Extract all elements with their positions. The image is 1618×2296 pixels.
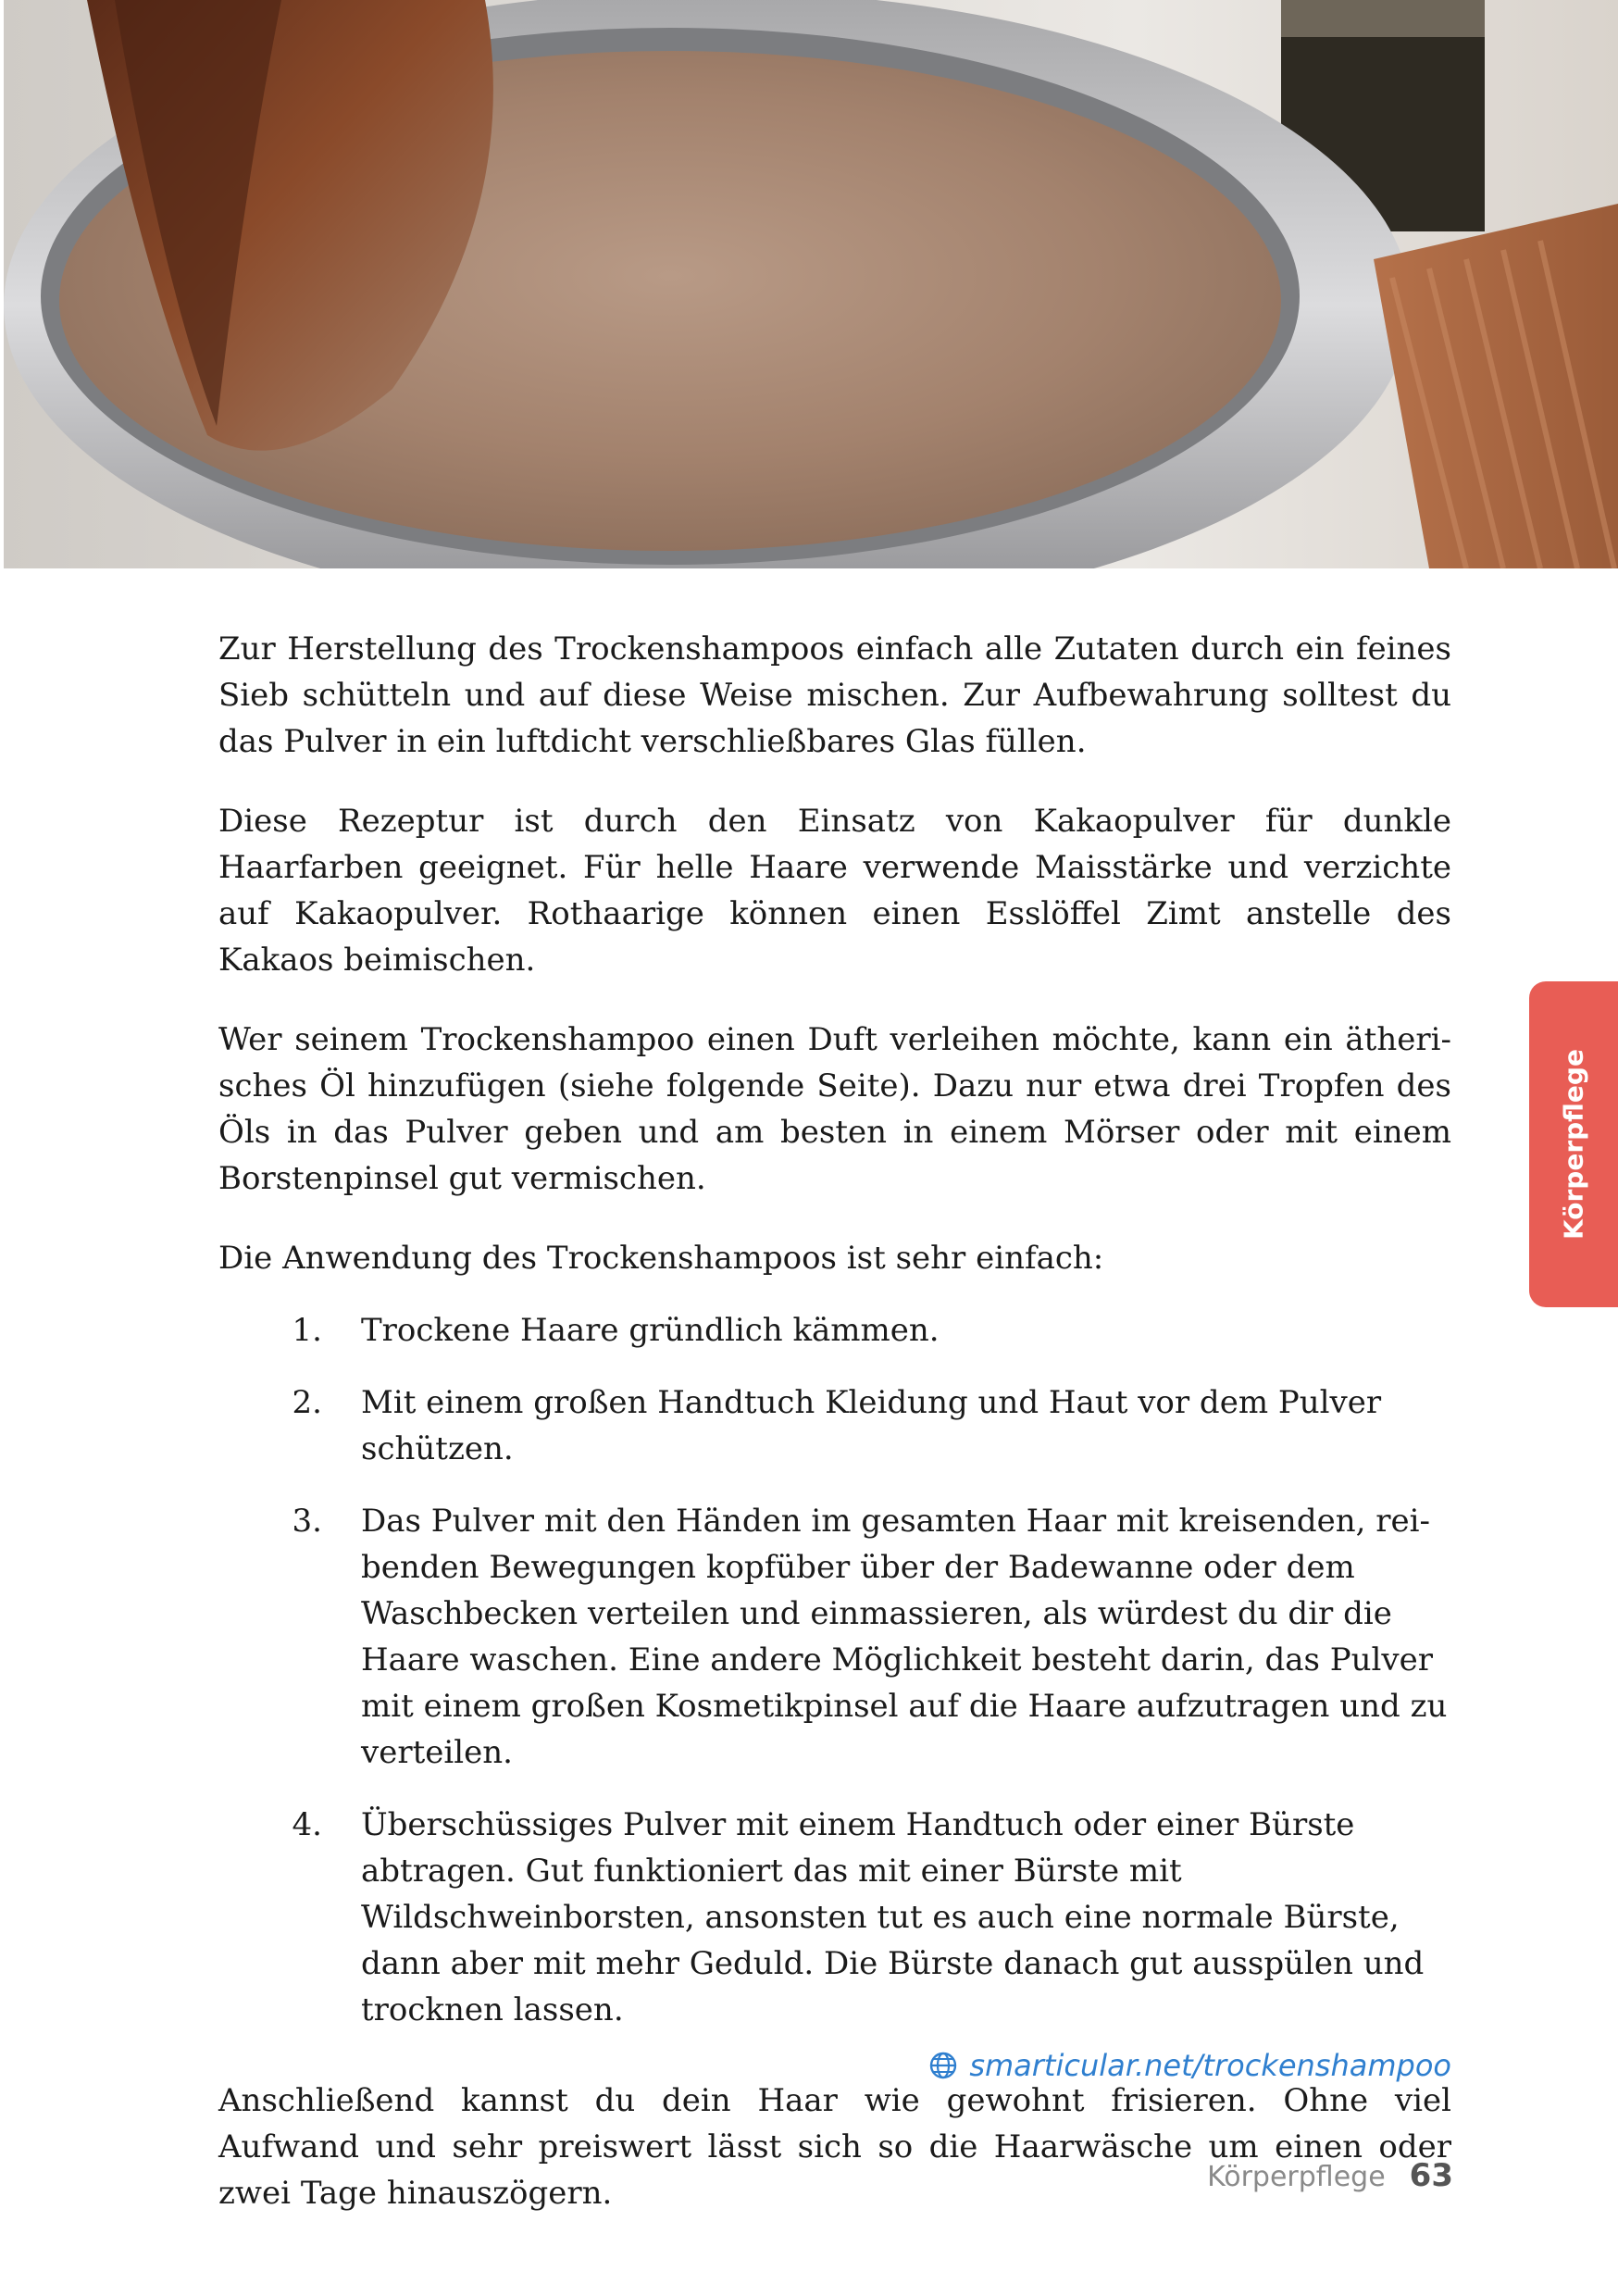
- paragraph-usage-intro: Die Anwendung des Trockenshampoos ist sehr einfach:: [218, 1240, 1104, 1277]
- page-number: 63: [1409, 2157, 1453, 2194]
- footer-section: Körperpflege: [1207, 2161, 1386, 2193]
- web-link-text[interactable]: smarticular.net/trockenshampoo: [969, 2048, 1451, 2083]
- chapter-tab: [1529, 981, 1618, 1307]
- list-item: [218, 1379, 1451, 1472]
- page-footer: [1207, 2157, 1453, 2194]
- paragraph-closing: Anschließend kannst du dein Haar wie gewohnt frisieren. Ohne viel Aufwand und sehr preiswert lässt sich so die Haarwäsche um einen oder zwei Tage hinauszögern.: [218, 2082, 1451, 2212]
- main-text: [218, 626, 1451, 2250]
- brush-powder-tin-photo: [4, 0, 1618, 568]
- list-item: [218, 1498, 1451, 1776]
- paragraph-preparation: Zur Herstellung des Trockenshampoos einfach alle Zutaten durch ein feines Sieb schütteln und auf diese Weise mischen. Zur Aufbewahrung solltest du das Pulver in ein luftdicht verschließbares Glas füllen.: [218, 630, 1451, 760]
- step-number: 4.: [292, 1806, 322, 1843]
- list-item: [218, 1802, 1451, 2033]
- usage-steps-list: [218, 1307, 1451, 2033]
- step-number: 2.: [292, 1384, 322, 1421]
- paragraph-hair-colors: Diese Rezeptur ist durch den Einsatz von Kakaopulver für dunkle Haarfarben geeignet. Für helle Haare verwende Maisstärke und verzichte auf Kakaopulver. Rothaarige können einen Esslöffel Zimt anstelle des Kakaos beimischen.: [218, 803, 1451, 979]
- step-number: 1.: [292, 1312, 322, 1349]
- step-text: Mit einem großen Handtuch Kleidung und Haut vor dem Pulver schützen.: [361, 1384, 1382, 1467]
- paragraph-scent: Wer seinem Trockenshampoo einen Duft verleihen möchte, kann ein ätherisches Öl hinzufügen (siehe folgende Seite). Dazu nur etwa drei Tropfen des Öls in das Pulver geben und am besten in einem Mörser oder mit einem Borstenpinsel gut vermischen.: [218, 1021, 1451, 1197]
- chapter-tab-label: Körperpflege: [1558, 1049, 1589, 1240]
- step-number: 3.: [292, 1503, 322, 1540]
- step-text: Trockene Haare gründlich kämmen.: [361, 1312, 940, 1349]
- web-link[interactable]: [928, 2048, 1451, 2083]
- step-text: Überschüssiges Pulver mit einem Handtuch oder einer Bürste abtragen. Gut funktioniert das mit einer Bürste mit Wildschweinborsten, ansonsten tut es auch eine normale Bürste, dann aber mit mehr Geduld. Die Bürste danach gut ausspülen und trocknen lassen.: [361, 1806, 1425, 2028]
- list-item: [218, 1307, 1451, 1354]
- header-photo: [4, 0, 1618, 568]
- globe-icon: [928, 2051, 958, 2080]
- step-text: Das Pulver mit den Händen im gesamten Haar mit kreisenden, reibenden Bewegungen kopfüber über der Badewanne oder dem Waschbecken verteilen und einmassieren, als würdest du dir die Haare waschen. Eine andere Möglichkeit besteht darin, das Pulver mit einem großen Kosmetikpinsel auf die Haare aufzutragen und zu verteilen.: [361, 1503, 1448, 1771]
